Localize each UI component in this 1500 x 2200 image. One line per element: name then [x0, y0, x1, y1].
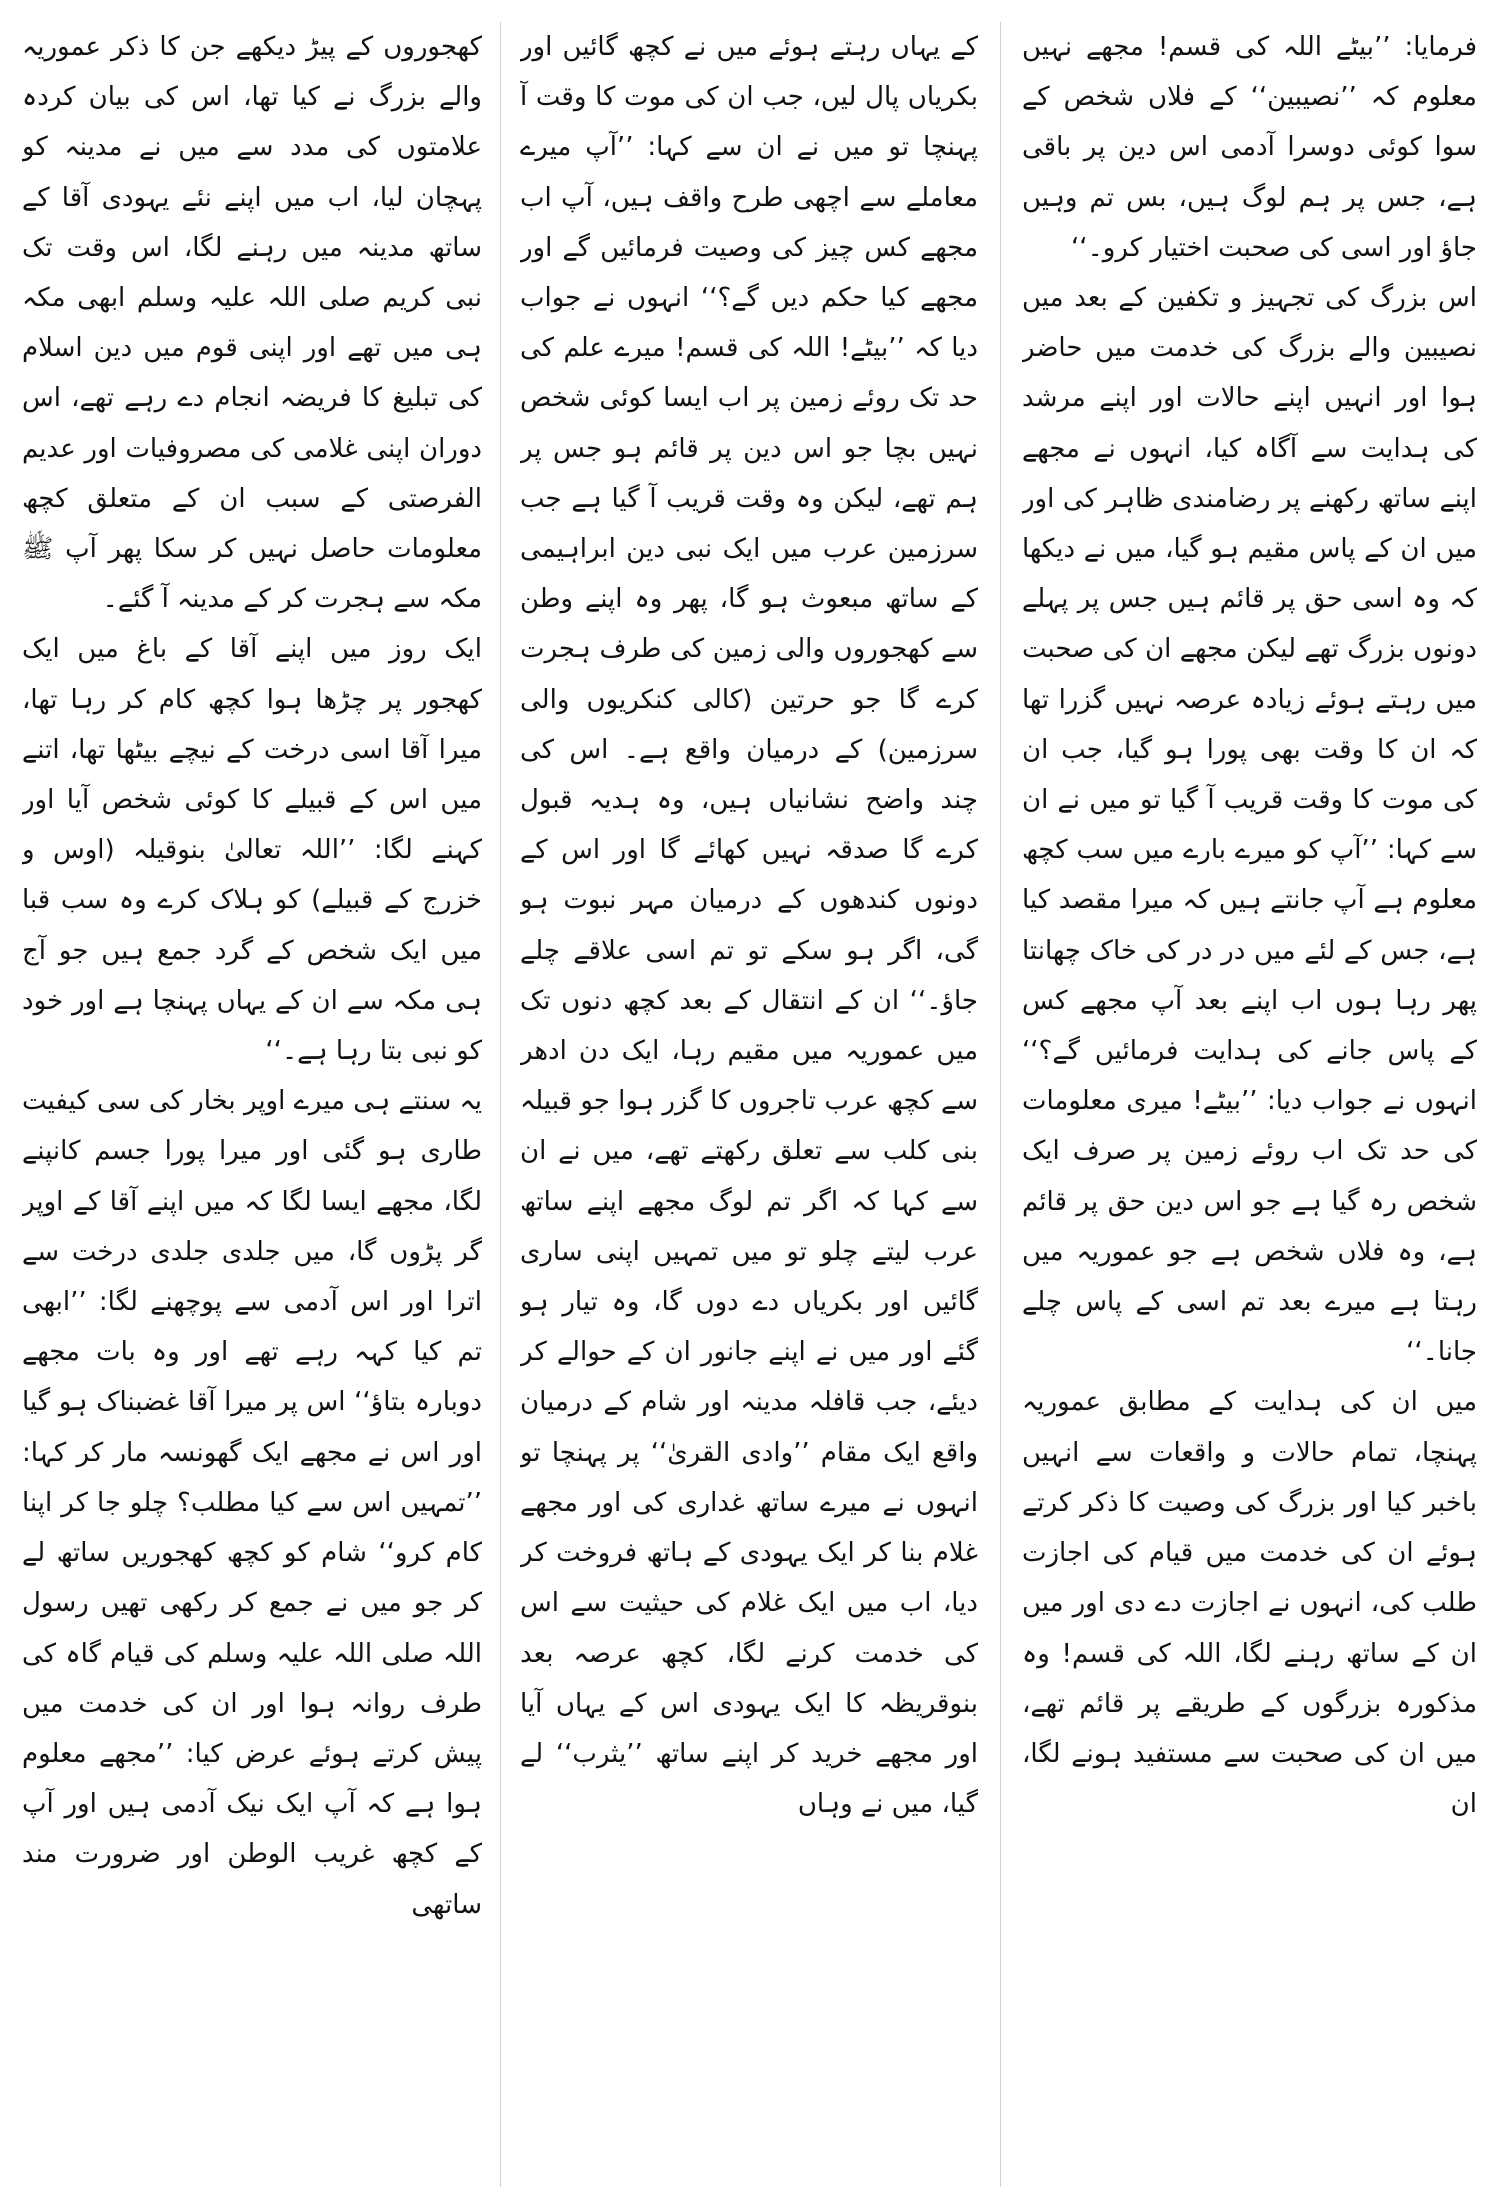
paragraph: فرمایا: ’’بیٹے اللہ کی قسم! مجھے نہیں معلوم کہ ’’نصیبین‘‘ کے فلاں شخص کے سوا کوئی دوسرا آدمی اس دین پر باقی ہے، جس پر ہم لوگ ہیں، بس تم وہیں جاؤ اور اسی کی صحبت اختیار کرو۔‘‘ [1022, 32, 1477, 263]
text-column-middle [520, 22, 978, 2192]
paragraph: کے یہاں رہتے ہوئے میں نے کچھ گائیں اور بکریاں پال لیں، جب ان کی موت کا وقت آ پہنچا تو میں نے ان سے کہا: ’’آپ میرے معاملے سے اچھی طرح واقف ہیں، آپ اب مجھے کس چیز کی وصیت فرمائیں گے اور مجھے کیا حکم دیں گے؟‘‘ انہوں نے جواب دیا کہ ’’بیٹے! اللہ کی قسم! میرے علم کی حد تک روئے زمین پر اب ایسا کوئی شخص نہیں بچا جو اس دین پر قائم ہو جس پر ہم تھے، لیکن وہ وقت قریب آ گیا ہے جب سرزمین عرب میں ایک نبی دین ابراہیمی کے ساتھ مبعوث ہو گا، پھر وہ اپنے وطن سے کھجوروں والی زمین کی طرف ہجرت کرے گا جو حرتین (کالی کنکریوں والی سرزمین) کے درمیان واقع ہے۔ اس کی چند واضح نشانیاں ہیں، وہ ہدیہ قبول کرے گا صدقہ نہیں کھائے گا اور اس کے دونوں کندھوں کے درمیان مہر نبوت ہو گی، اگر ہو سکے تو تم اسی علاقے چلے جاؤ۔‘‘ ان کے انتقال کے بعد کچھ دنوں تک میں عموریہ میں مقیم رہا، ایک دن ادھر سے کچھ عرب تاجروں کا گزر ہوا جو قبیلہ بنی کلب سے تعلق رکھتے تھے، میں نے ان سے کہا کہ اگر تم لوگ مجھے اپنے ساتھ عرب لیتے چلو تو میں تمہیں اپنی ساری گائیں اور بکریاں دے دوں گا، وہ تیار ہو گئے اور میں نے اپنے جانور ان کے حوالے کر دیئے، جب قافلہ مدینہ اور شام کے درمیان واقع ایک مقام ’’وادی القریٰ‘‘ پر پہنچا تو انہوں نے میرے ساتھ غداری کی اور مجھے غلام بنا کر ایک یہودی کے ہاتھ فروخت کر دیا، اب میں ایک غلام کی حیثیت سے اس کی خدمت کرنے لگا، کچھ عرصہ بعد بنوقریظہ کا ایک یہودی اس کے یہاں آیا اور مجھے خرید کر اپنے ساتھ ’’یثرب‘‘ لے گیا، میں نے وہاں [520, 32, 978, 1820]
column-divider [1000, 22, 1001, 2187]
column-divider [500, 22, 501, 2187]
paragraph: یہ سنتے ہی میرے اوپر بخار کی سی کیفیت طاری ہو گئی اور میرا پورا جسم کانپنے لگا، مجھے ایسا لگا کہ میں اپنے آقا کے اوپر گر پڑوں گا، میں جلدی جلدی درخت سے اترا اور اس آدمی سے پوچھنے لگا: ’’ابھی تم کیا کہہ رہے تھے اور وہ بات مجھے دوبارہ بتاؤ‘‘ اس پر میرا آقا غضبناک ہو گیا اور اس نے مجھے ایک گھونسہ مار کر کہا: ’’تمہیں اس سے کیا مطلب؟ چلو جا کر اپنا کام کرو‘‘ شام کو کچھ کھجوریں ساتھ لے کر جو میں نے جمع کر رکھی تھیں رسول اللہ صلی اللہ علیہ وسلم کی قیام گاہ کی طرف روانہ ہوا اور ان کی خدمت میں پیش کرتے ہوئے عرض کیا: ’’مجھے معلوم ہوا ہے کہ آپ ایک نیک آدمی ہیں اور آپ کے کچھ غریب الوطن اور ضرورت مند ساتھی [22, 1086, 482, 1920]
text-column-right [1022, 22, 1477, 2192]
paragraph: کھجوروں کے پیڑ دیکھے جن کا ذکر عموریہ والے بزرگ نے کیا تھا، اس کی بیان کردہ علامتوں کی مدد سے میں نے مدینہ کو پہچان لیا، اب میں اپنے نئے یہودی آقا کے ساتھ مدینہ میں رہنے لگا، اس وقت تک نبی کریم صلی اللہ علیہ وسلم ابھی مکہ ہی میں تھے اور اپنی قوم میں دین اسلام کی تبلیغ کا فریضہ انجام دے رہے تھے، اس دوران اپنی غلامی کی مصروفیات اور عدیم الفرصتی کے سبب ان کے متعلق کچھ معلومات حاصل نہیں کر سکا پھر آپ ﷺ مکہ سے ہجرت کر کے مدینہ آ گئے۔ [22, 32, 482, 615]
paragraph: اس بزرگ کی تجہیز و تکفین کے بعد میں نصیبین والے بزرگ کی خدمت میں حاضر ہوا اور انہیں اپنے حالات اور اپنے مرشد کی ہدایت سے آگاہ کیا، انہوں نے مجھے اپنے ساتھ رکھنے پر رضامندی ظاہر کی اور میں ان کے پاس مقیم ہو گیا، میں نے دیکھا کہ وہ اسی حق پر قائم ہیں جس پر پہلے دونوں بزرگ تھے لیکن مجھے ان کی صحبت میں رہتے ہوئے زیادہ عرصہ نہیں گزرا تھا کہ ان کا وقت بھی پورا ہو گیا، جب ان کی موت کا وقت قریب آ گیا تو میں نے ان سے کہا: ’’آپ کو میرے بارے میں سب کچھ معلوم ہے آپ جانتے ہیں کہ میرا مقصد کیا ہے، جس کے لئے میں در در کی خاک چھانتا پھر رہا ہوں اب اپنے بعد آپ مجھے کس کے پاس جانے کی ہدایت فرمائیں گے؟‘‘ انہوں نے جواب دیا: ’’بیٹے! میری معلومات کی حد تک اب روئے زمین پر صرف ایک شخص رہ گیا ہے جو اس دین حق پر قائم ہے، وہ فلاں شخص ہے جو عموریہ میں رہتا ہے میرے بعد تم اسی کے پاس چلے جانا۔‘‘ [1022, 283, 1477, 1368]
text-column-left [22, 22, 482, 2192]
paragraph: میں ان کی ہدایت کے مطابق عموریہ پہنچا، تمام حالات و واقعات سے انہیں باخبر کیا اور بزرگ کی وصیت کا ذکر کرتے ہوئے ان کی خدمت میں قیام کی اجازت طلب کی، انہوں نے اجازت دے دی اور میں ان کے ساتھ رہنے لگا، اللہ کی قسم! وہ مذکورہ بزرگوں کے طریقے پر قائم تھے، میں ان کی صحبت سے مستفید ہونے لگا، ان [1022, 1387, 1477, 1820]
paragraph: ایک روز میں اپنے آقا کے باغ میں ایک کھجور پر چڑھا ہوا کچھ کام کر رہا تھا، میرا آقا اسی درخت کے نیچے بیٹھا تھا، اتنے میں اس کے قبیلے کا کوئی شخص آیا اور کہنے لگا: ’’اللہ تعالیٰ بنوقیلہ (اوس و خزرج کے قبیلے) کو ہلاک کرے وہ سب قبا میں ایک شخص کے گرد جمع ہیں جو آج ہی مکہ سے ان کے یہاں پہنچا ہے اور خود کو نبی بتا رہا ہے۔‘‘ [22, 634, 482, 1067]
